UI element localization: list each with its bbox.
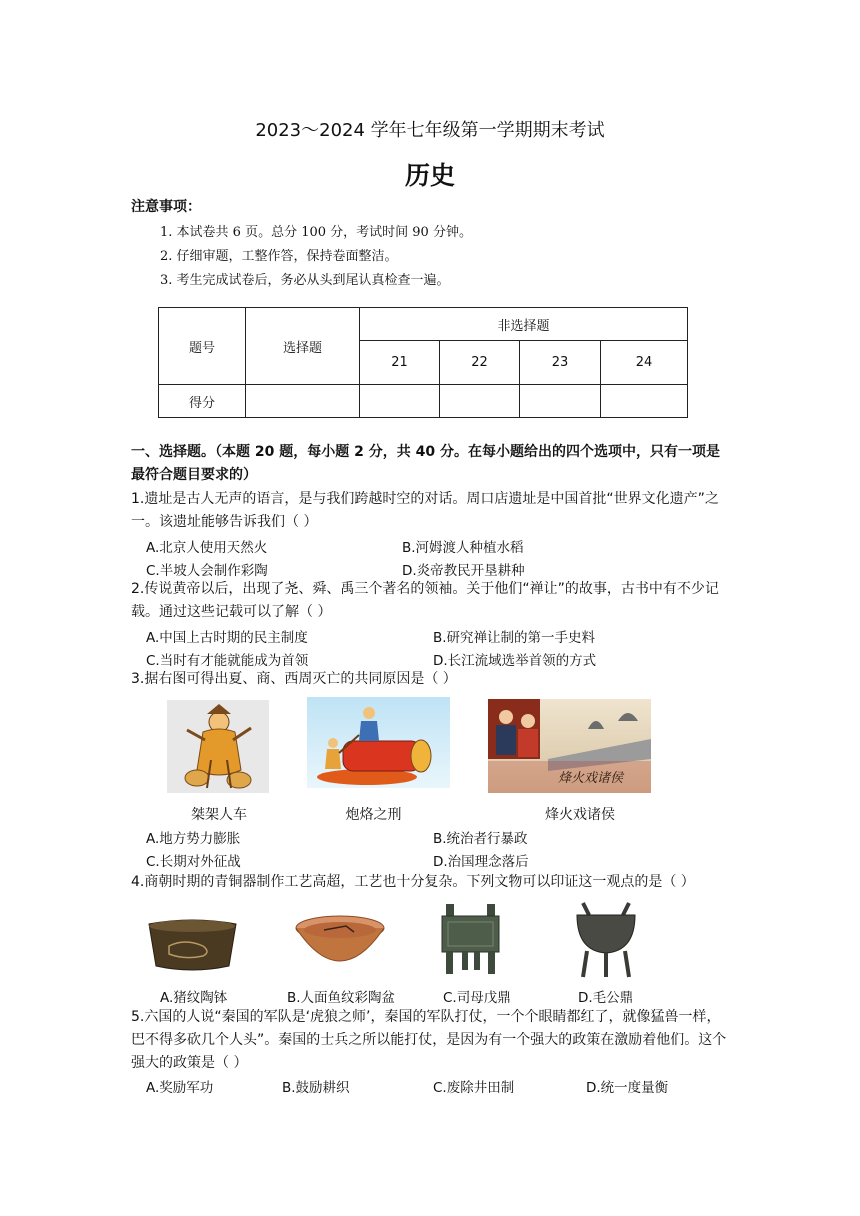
q5-option-d[interactable]: D.统一度量衡 <box>586 1080 669 1096</box>
q4-option-c[interactable]: C.司母戊鼎 <box>443 990 511 1006</box>
score-cell[interactable] <box>601 385 688 418</box>
notice-item: 1. 本试卷共 6 页。总分 100 分，考试时间 90 分钟。 <box>160 225 472 240</box>
q5-option-a[interactable]: A.奖励军功 <box>146 1080 214 1096</box>
score-cell[interactable] <box>360 385 440 418</box>
table-header-number: 题号 <box>159 308 246 385</box>
paoluo-image <box>307 697 450 788</box>
table-cell-number: 22 <box>440 341 520 385</box>
score-cell[interactable] <box>440 385 520 418</box>
q2-option-c[interactable]: C.当时有才能就能成为首领 <box>146 653 309 669</box>
q1-option-b[interactable]: B.河姆渡人种植水稻 <box>402 540 524 556</box>
question-3-stem: 3.据右图可得出夏、商、西周灭亡的共同原因是（ ） <box>131 671 457 687</box>
beacon-fire-image <box>488 699 651 793</box>
image-caption: 炮烙之刑 <box>345 807 402 823</box>
table-cell-number: 21 <box>360 341 440 385</box>
q2-option-b[interactable]: B.研究禅让制的第一手史料 <box>433 630 596 646</box>
image-caption: 桀架人车 <box>191 807 247 823</box>
section-heading: 一、选择题。（本题 20 题，每小题 2 分，共 40 分。在每小题给出的四个选项中，只有一项是最符合题目要求的） <box>131 444 720 483</box>
jie-chariot-image <box>167 700 269 793</box>
table-cell-number: 23 <box>520 341 601 385</box>
notice-item: 2. 仔细审题，工整作答，保持卷面整洁。 <box>160 249 398 264</box>
q1-option-d[interactable]: D.炎帝教民开垦耕种 <box>402 563 525 579</box>
question-4-stem: 4.商朝时期的青铜器制作工艺高超，工艺也十分复杂。下列文物可以印证这一观点的是（ ） <box>131 874 695 890</box>
beacon-overlay-text: 烽火戏诸侯 <box>558 771 624 786</box>
q3-option-c[interactable]: C.长期对外征战 <box>146 854 241 870</box>
q1-option-a[interactable]: A.北京人使用天然火 <box>146 540 268 556</box>
q3-option-d[interactable]: D.治国理念落后 <box>433 854 529 870</box>
notice-item: 3. 考生完成试卷后，务必从头到尾认真检查一遍。 <box>160 273 450 288</box>
q3-option-b[interactable]: B.统治者行暴政 <box>433 831 528 847</box>
table-header-choice: 选择题 <box>246 308 360 385</box>
simuwu-ding-image <box>438 904 503 974</box>
subject-title: 历史 <box>404 161 455 190</box>
q2-option-d[interactable]: D.长江流域选举首领的方式 <box>433 653 597 669</box>
q4-option-d[interactable]: D.毛公鼎 <box>578 990 634 1006</box>
question-5-stem: 5.六国的人说“秦国的军队是‘虎狼之师’，秦国的军队打仗，一个个眼睛都红了，就像猛兽一样，巴不得多砍几个人头”。秦国的士兵之所以能打仗，是因为有一个强大的政策在激励着他们。这个强大的政策是（ ） <box>131 1009 727 1071</box>
image-caption: 烽火戏诸侯 <box>545 807 615 823</box>
score-table <box>158 307 688 418</box>
score-cell[interactable] <box>520 385 601 418</box>
q4-option-b[interactable]: B.人面鱼纹彩陶盆 <box>287 990 396 1006</box>
q1-option-c[interactable]: C.半坡人会制作彩陶 <box>146 563 268 579</box>
exam-title: 2023～2024 学年七年级第一学期期末考试 <box>255 120 605 141</box>
question-1-stem: 1.遗址是古人无声的语言，是与我们跨越时空的对话。周口店遗址是中国首批“世界文化遗产”之一。该遗址能够告诉我们（ ） <box>131 491 719 530</box>
table-score-label: 得分 <box>159 385 246 418</box>
q4-option-a[interactable]: A.猪纹陶钵 <box>160 990 228 1006</box>
question-2-stem: 2.传说黄帝以后，出现了尧、舜、禹三个著名的领袖。关于他们“禅让”的故事，古书中有不少记载。通过这些记载可以了解（ ） <box>131 581 719 620</box>
score-cell[interactable] <box>246 385 360 418</box>
q5-option-c[interactable]: C.废除井田制 <box>433 1080 515 1096</box>
q3-option-a[interactable]: A.地方势力膨胀 <box>146 831 241 847</box>
q5-option-b[interactable]: B.鼓励耕织 <box>282 1080 350 1096</box>
notice-heading: 注意事项： <box>131 199 201 215</box>
q2-option-a[interactable]: A.中国上古时期的民主制度 <box>146 630 308 646</box>
maogong-ding-image <box>573 901 639 979</box>
fish-basin-image <box>294 914 386 976</box>
table-header-nonchoice: 非选择题 <box>360 308 688 341</box>
pig-pottery-image <box>145 916 240 975</box>
table-cell-number: 24 <box>601 341 688 385</box>
